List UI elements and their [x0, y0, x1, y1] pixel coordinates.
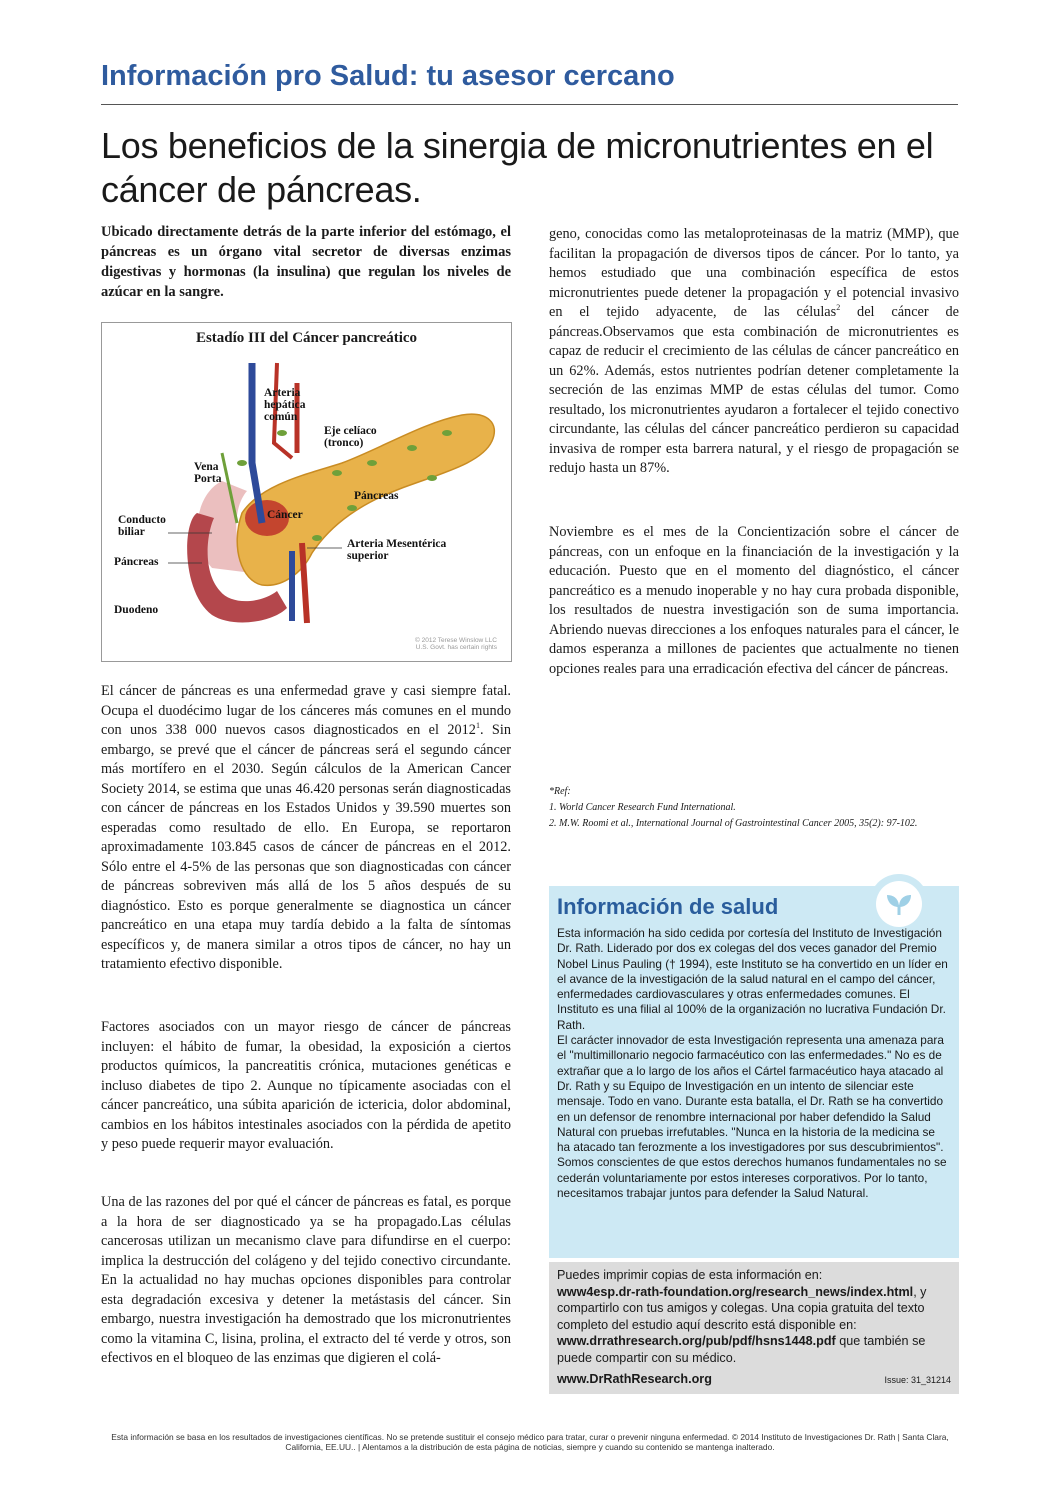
label-pancreas-right: Páncreas [354, 490, 399, 502]
header-title: Información pro Salud: tu asesor cercano [101, 60, 675, 92]
figure-credit: © 2012 Terese Winslow LLC U.S. Govt. has certain rights [415, 637, 497, 651]
print-info-text: Puedes imprimir copias de esta información en: www4esp.dr-rath-foundation.org/research_news/index.html, y compartirlo con tus amigos y colegas. Una copia gratuita del texto completo del estudio aquí descrito está disponible en: www.drrathresearch.org/pub/pdf/hsns1448.pdf que también se puede compartir con su médico. [557, 1268, 927, 1365]
info-box [549, 886, 959, 1258]
header-divider [101, 104, 958, 105]
label-cancer: Cáncer [267, 509, 303, 521]
reference-item: 2. M.W. Roomi et al., International Journal of Gastrointestinal Cancer 2005, 35(2): 97-102. [549, 818, 918, 829]
print-info-box [549, 1262, 959, 1394]
portal-vein [252, 363, 262, 523]
research-news-link[interactable]: www4esp.dr-rath-foundation.org/research_news/index.html [557, 1284, 914, 1299]
figure-title: Estadío III del Cáncer pancreático [195, 330, 418, 346]
references-label: *Ref: [549, 786, 571, 797]
label-eje: Eje celíaco (tronco) [324, 425, 377, 449]
page-footer: Esta información se basa en los resultados de investigaciones científicas. No se pretende sustituir el consejo médico para tratar, curar o prevenir ninguna enfermedad. © 2014 Instituto de Investigaciones Dr. Rath | Santa Clara, California, EE.UU.. | Alentamos a la distribución de esta página de noticias, siempre y cuando su contenido se mantenga inalterado. [111, 1432, 949, 1452]
article-intro: Ubicado directamente detrás de la parte inferior del estómago, el páncreas es un órgano vital secretor de diversas enzimas digestivas y hormonas (la insulina) que regulan los niveles de azúcar en la sangre. [101, 224, 511, 300]
label-duodeno: Duodeno [114, 604, 159, 616]
label-mesenterica: Arteria Mesentérica superior [347, 538, 447, 562]
info-box-title: Información de salud [557, 894, 779, 919]
article-paragraph: Factores asociados con un mayor riesgo de cáncer de páncreas incluyen: el hábito de fumar, la obesidad, la exposición a ciertos productos químicos, la pancreatitis crónica, mutaciones genéticas e incluso diabetes de tipo 2. Aunque no típicamente asociadas con el cáncer pancreático, una súbita aparición de ictericia, dolor abdominal, cambios en los hábitos intestinales asociados con la pérdida de apetito y peso puede requerir mayor evaluación. [101, 1019, 511, 1152]
pancreas-illustration [101, 322, 512, 662]
references [549, 784, 969, 832]
reference-item: 1. World Cancer Research Fund International. [549, 802, 736, 813]
label-pancreas-left: Páncreas [114, 556, 159, 568]
article-paragraph: Noviembre es el mes de la Concientización sobre el cáncer de páncreas, con un enfoque en la financiación de la investigación y la educación. Puesto que en el momento del diagnóstico, el cáncer pancreático es a menudo inoperable y no hay cura probada disponible, los resultados de nuestra investigación son de suma importancia. Abriendo nuevas direcciones a los enfoques naturales para el cáncer, le damos esperanza a millones de pacientes que actualmente no tienen opciones reales para una erradicación efectiva del cáncer de páncreas. [549, 524, 959, 677]
article-title: Los beneficios de la sinergia de micronutrientes en el cáncer de páncreas. [101, 125, 934, 210]
leaf-badge-icon [869, 874, 929, 934]
study-pdf-link[interactable]: www.drrathresearch.org/pub/pdf/hsns1448.pdf [557, 1334, 836, 1348]
label-arteria: Arteria hepática común [264, 387, 306, 423]
label-conducto: Conducto biliar [118, 514, 166, 538]
label-vena: Vena Porta [194, 461, 222, 485]
article-paragraph: El cáncer de páncreas es una enfermedad grave y casi siempre fatal. Ocupa el duodécimo lugar de los cánceres más comunes en el mundo con unos 338 000 nuevos casos diagnosticados en el 2012$^1$. Sin embargo, se prevé que el cáncer de páncreas será el segundo cáncer más mortífero en el 2030. Según cálculos de la American Cancer Society 2014, se estima que unas 46.420 personas serán diagnosticadas con cáncer de páncreas en los Estados Unidos y 39.590 muertes son esperadas como resultado de ello. En Europa, se reportaron aproximadamente 103.845 casos de cáncer de páncreas en el 2012. Sólo entre el 4-5% de las personas que son diagnosticadas con cáncer de páncreas sobreviven más allá de los 5 años después de su diagnóstico. Esto es porque generalmente se diagnostica un cáncer pancreático en una etapa muy tardía debido a la falta de síntomas específicos y, de manera similar a otros tipos de cáncer, no hay un tratamiento efectivo disponible. [101, 683, 511, 972]
issue-number: Issue: 31_31214 [884, 1375, 951, 1385]
info-box-body: Esta información ha sido cedida por cortesía del Instituto de Investigación Dr. Rath. Liderado por dos ex colegas del dos veces ganador del Premio Nobel Linus Pauling († 1994), este Instituto se ha convertido en un líder en el avance de la investigación de la salud natural en el campo del cáncer, enfermedades cardiovasculares y otras enfermedades comunes. El Instituto es una filial al 100% de la organización no lucrativa Fundación Dr. Rath. El carácter innovador de esta Investigación representa una amenaza para el "multimillonario negocio farmacéutico con las enfermedades." No es de extrañar que a lo largo de los años el Cártel farmacéutico haya atacado al Dr. Rath y su Equipo de Investigación en un intento de silenciar este mensaje. Todo en vano. Durante esta batalla, el Dr. Rath se ha convertido en un defensor de renombre internacional por haber defendido la Salud Natural con pruebas irrefutables. "Nunca en la historia de la medicina se ha atacado tan ferozmente a los investigadores por sus descubrimientos". Somos conscientes de que estos derechos humanos fundamentales no se cederán voluntariamente por estos intereses corporativos. Por lo tanto, necesitamos trabajar juntos para defender la Salud Natural. [557, 926, 948, 1201]
article-paragraph: Una de las razones del por qué el cáncer de páncreas es fatal, es porque a la hora de ser diagnosticado ya se ha propagado.Las células cancerosas utilizan un mecanismo clave para difundirse en el cuerpo: implica la destrucción del colágeno y del tejido conectivo circundante. En la actualidad no hay muchas opciones disponibles para controlar esta degradación excesiva y detener la metástasis del cáncer. Sin embargo, nuestra investigación ha demostrado que los micronutrientes como la vitamina C, lisina, prolina, el extracto del té verde y otros, son efectivos en el bloqueo de las enzimas que digieren el colá- [101, 1194, 511, 1366]
article-paragraph: geno, conocidas como las metaloproteinasas de la matriz (MMP), que facilitan la propagación de diversos tipos de cáncer. Por lo tanto, ya hemos estudiado que una combinación específica de estos micronutrientes puede detener la propagación y el potencial invasivo en el tejido adyacente, de las células$^2$ del cáncer de páncreas.Observamos que esta combinación de micronutrientes es capaz de reducir el crecimiento de las células de cáncer pancreático en un 62%. Además, estos nutrientes podrían detener completamente la secreción de las enzimas MMP de estas células del tumor. Como resultado, los micronutrientes ayudaron a fortalecer el tejido conectivo circundante, las células del cáncer pancreático perdieron su capacidad invasiva de romper esta barrera natural, y el riesgo de propagación se redujo hasta un 87%. [549, 226, 959, 476]
site-link[interactable]: www.DrRathResearch.org [557, 1372, 712, 1386]
pancreas-diagram-svg [102, 323, 511, 661]
